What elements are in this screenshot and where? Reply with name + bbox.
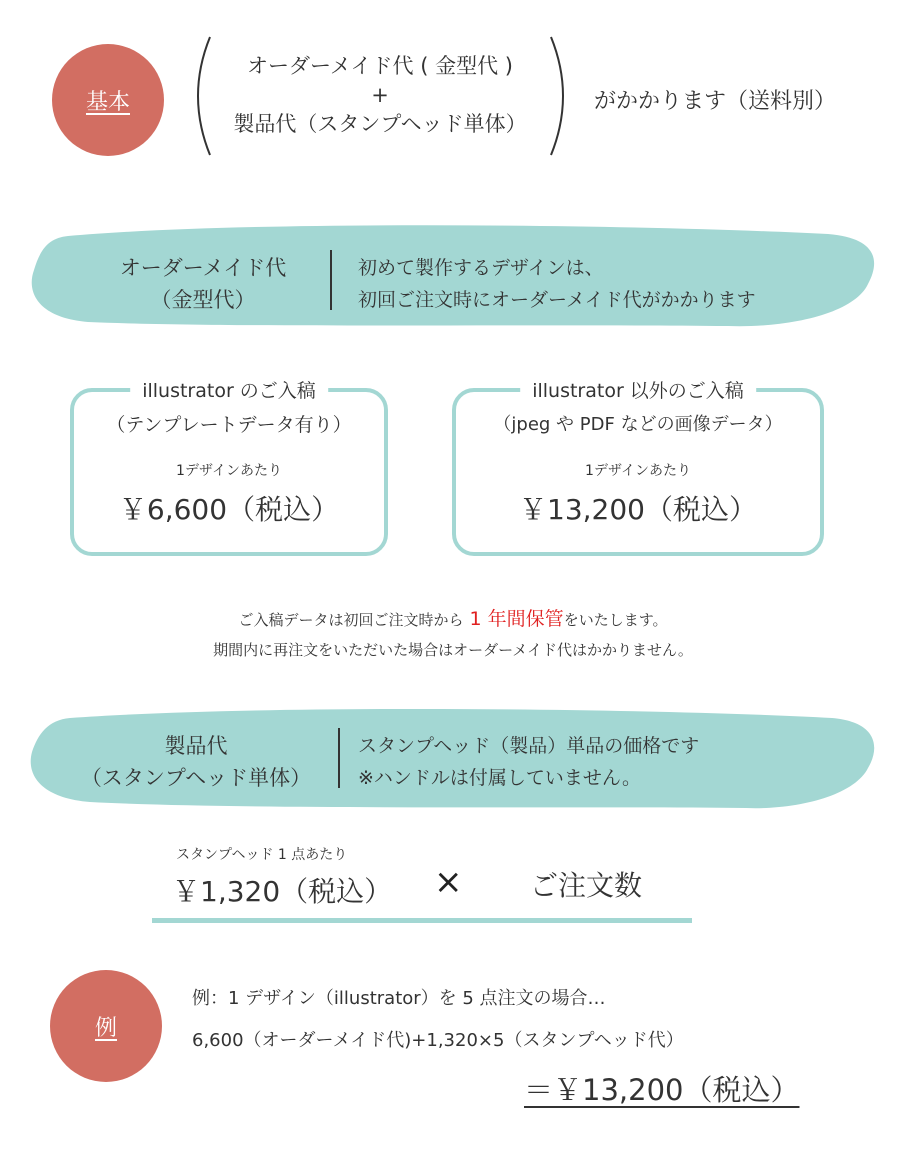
example-line2: 6,600（オーダーメイド代)+1,320×5（スタンプヘッド代） bbox=[192, 1030, 684, 1051]
order-made-subtitle: （金型代） bbox=[150, 288, 256, 312]
order-made-desc bbox=[358, 252, 756, 316]
example-badge-label: 例 bbox=[94, 1015, 117, 1041]
order-made-desc-line2: 初回ご注文時にオーダーメイド代がかかります bbox=[358, 289, 756, 311]
card-illustrator bbox=[70, 380, 388, 556]
notice-line1-before: ご入稿データは初回ご注文時から bbox=[238, 611, 464, 629]
quantity-label: ご注文数 bbox=[530, 869, 643, 902]
card-illustrator-price: ￥6,600（税込） bbox=[118, 493, 340, 526]
unit-label: スタンプヘッド 1 点あたり bbox=[176, 847, 348, 863]
order-made-title: オーダーメイド代 bbox=[119, 256, 287, 280]
card-illustrator-per: 1デザインあたり bbox=[176, 463, 282, 479]
notice-highlight: 1 年間保管 bbox=[463, 608, 564, 630]
unit-price: ￥1,320（税込） bbox=[172, 875, 393, 908]
product-subtitle: （スタンプヘッド単体） bbox=[80, 766, 312, 790]
basic-suffix: がかかります（送料別） bbox=[594, 89, 837, 114]
order-made-desc-line1: 初めて製作するデザインは、 bbox=[358, 257, 604, 279]
card-other bbox=[452, 380, 824, 556]
notice-line1-after: をいたします。 bbox=[563, 611, 668, 629]
basic-formula bbox=[210, 50, 550, 140]
storage-notice bbox=[0, 604, 906, 665]
card-other-subtitle: （jpeg や PDF などの画像データ） bbox=[493, 414, 783, 435]
unit-underline bbox=[152, 918, 692, 923]
formula-plus: + bbox=[371, 83, 389, 107]
basic-badge-label: 基本 bbox=[85, 89, 130, 115]
example-line1: 例：1 デザイン（illustrator）を 5 点注文の場合… bbox=[192, 988, 606, 1009]
card-illustrator-title: illustrator のご入稿 bbox=[130, 376, 328, 403]
card-other-price: ￥13,200（税込） bbox=[519, 493, 757, 526]
basic-badge bbox=[52, 44, 164, 156]
card-other-per: 1デザインあたり bbox=[585, 463, 691, 479]
example-badge bbox=[50, 970, 162, 1082]
product-desc-line2: ※ハンドルは付属していません。 bbox=[358, 767, 642, 789]
card-other-title: illustrator 以外のご入稿 bbox=[520, 376, 756, 403]
product-heading bbox=[78, 730, 314, 794]
product-desc-line1: スタンプヘッド（製品）単品の価格です bbox=[358, 735, 700, 757]
formula-line1: オーダーメイド代 ( 金型代 ) bbox=[247, 54, 513, 78]
times-icon: × bbox=[434, 862, 463, 902]
card-illustrator-subtitle: （テンプレートデータ有り） bbox=[106, 414, 352, 436]
notice-line2: 期間内に再注文をいただいた場合はオーダーメイド代はかかりません。 bbox=[213, 641, 693, 659]
order-made-heading bbox=[96, 252, 310, 316]
product-divider bbox=[338, 728, 340, 788]
example-total: ＝￥13,200（税込） bbox=[524, 1073, 800, 1107]
order-made-divider bbox=[330, 250, 332, 310]
formula-line2: 製品代（スタンプヘッド単体） bbox=[233, 112, 527, 136]
product-desc bbox=[358, 730, 699, 794]
product-title: 製品代 bbox=[164, 734, 228, 758]
